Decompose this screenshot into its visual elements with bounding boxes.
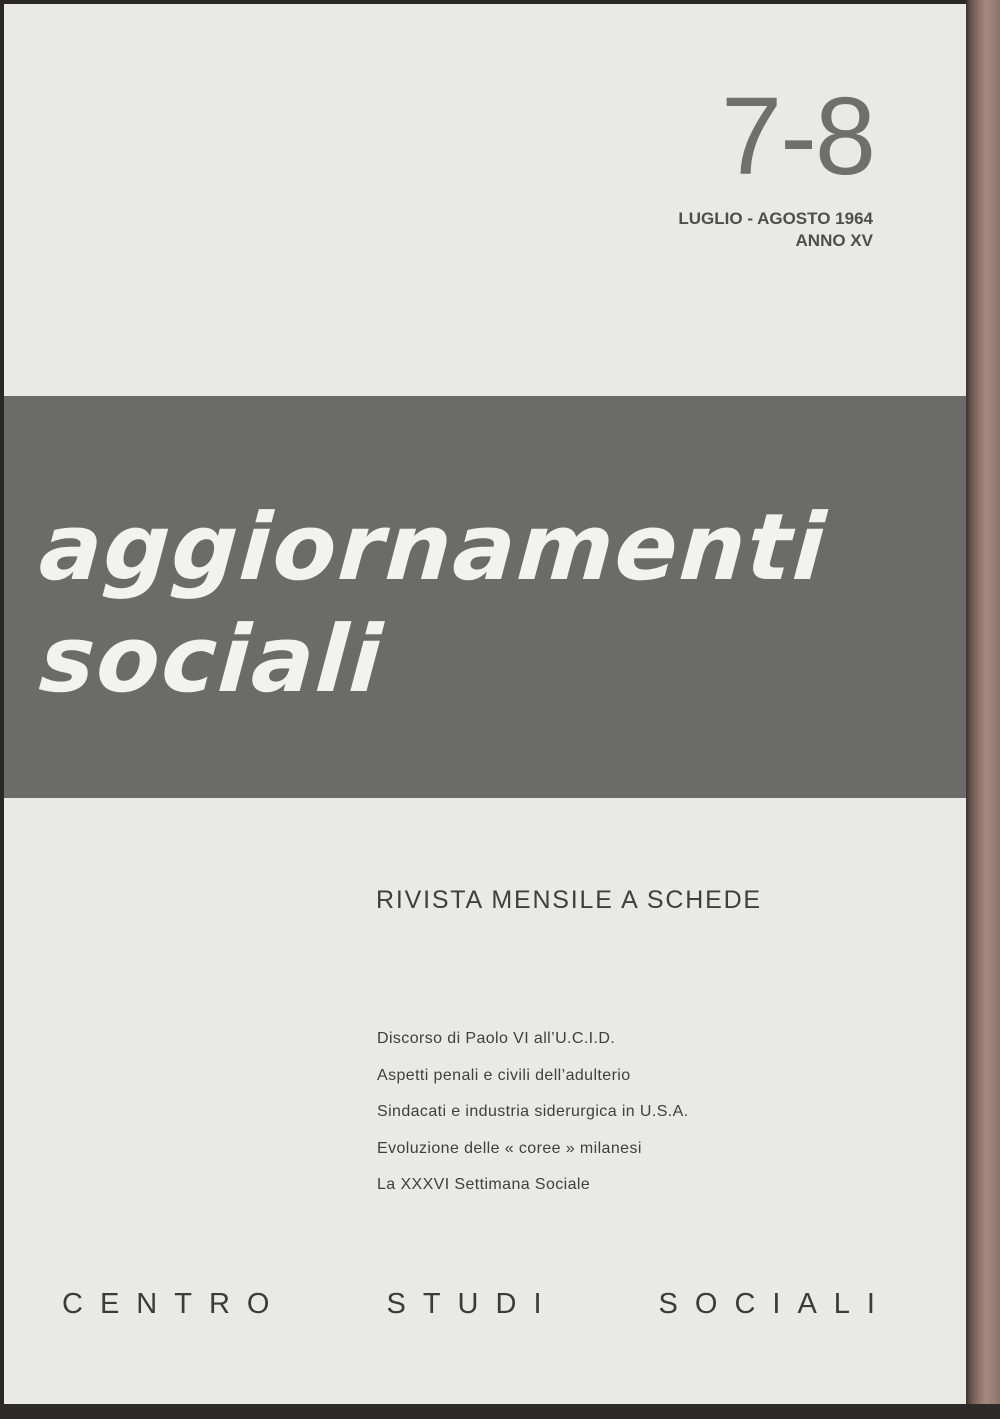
publisher-word: SOCIALI — [658, 1288, 892, 1320]
masthead-title-line2: sociali — [36, 606, 387, 713]
contents-item: Evoluzione delle « coree » milanesi — [377, 1139, 642, 1157]
publisher-word: CENTRO — [62, 1288, 287, 1320]
contents-item: Aspetti penali e civili dell’adulterio — [377, 1066, 631, 1084]
issue-year: ANNO XV — [795, 231, 873, 250]
publisher-word: STUDI — [386, 1288, 559, 1320]
contents-item: Sindacati e industria siderurgica in U.S.A. — [377, 1103, 689, 1120]
issue-date-block — [678, 208, 873, 252]
masthead-title-line1: aggiornamenti — [36, 494, 831, 601]
table-of-contents — [377, 1021, 689, 1204]
publisher-name — [62, 1288, 892, 1321]
binding-spine — [966, 0, 1000, 1419]
scan-bottom-edge — [0, 1404, 1000, 1419]
issue-number: 7-8 — [721, 75, 874, 198]
contents-item: La XXXVI Settimana Sociale — [377, 1176, 591, 1193]
contents-item: Discorso di Paolo VI all’U.C.I.D. — [377, 1030, 616, 1047]
title-band — [4, 396, 966, 798]
issue-date: LUGLIO - AGOSTO 1964 — [678, 209, 873, 228]
magazine-subtitle: RIVISTA MENSILE A SCHEDE — [376, 886, 762, 914]
magazine-cover — [4, 4, 966, 1404]
